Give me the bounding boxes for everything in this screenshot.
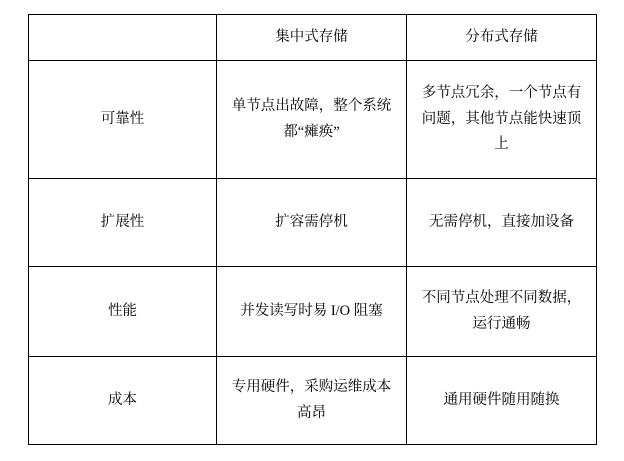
cell-cost-distributed — [407, 357, 597, 445]
table-corner-cell — [29, 15, 217, 61]
storage-comparison-table — [28, 14, 597, 445]
cell-reliability-distributed-text: 多节点冗余，一个节点有问题，其他节点能快速顶上 — [421, 85, 582, 153]
row-label-cost — [29, 357, 217, 445]
cell-reliability-centralized-text: 单节点出故障，整个系统都“瘫痪” — [231, 98, 392, 140]
cell-scalability-centralized — [217, 179, 407, 267]
cell-performance-distributed-text: 不同节点处理不同数据，运行通畅 — [421, 290, 582, 332]
row-label-cost-text: 成本 — [108, 391, 137, 408]
cell-reliability-centralized — [217, 61, 407, 179]
cell-reliability-distributed — [407, 61, 597, 179]
table-header-row — [29, 15, 597, 61]
cell-cost-centralized — [217, 357, 407, 445]
table-row — [29, 179, 597, 267]
cell-scalability-centralized-text: 扩容需停机 — [275, 213, 348, 230]
cell-performance-centralized-text: 并发读写时易 I/O 阻塞 — [240, 302, 383, 319]
row-label-performance-text: 性能 — [108, 302, 137, 319]
cell-scalability-distributed — [407, 179, 597, 267]
cell-scalability-distributed-text: 无需停机，直接加设备 — [429, 213, 574, 230]
column-header-centralized-label: 集中式存储 — [275, 28, 348, 45]
table-row — [29, 61, 597, 179]
cell-performance-centralized — [217, 267, 407, 357]
column-header-centralized — [217, 15, 407, 61]
row-label-scalability — [29, 179, 217, 267]
row-label-performance — [29, 267, 217, 357]
row-label-scalability-text: 扩展性 — [100, 213, 145, 230]
table-row — [29, 267, 597, 357]
row-label-reliability-text: 可靠性 — [100, 110, 145, 127]
column-header-distributed-label: 分布式存储 — [465, 28, 538, 45]
column-header-distributed — [407, 15, 597, 61]
table-row — [29, 357, 597, 445]
row-label-reliability — [29, 61, 217, 179]
cell-cost-centralized-text: 专用硬件，采购运维成本高昂 — [231, 379, 392, 421]
cell-cost-distributed-text: 通用硬件随用随换 — [443, 391, 560, 408]
cell-performance-distributed — [407, 267, 597, 357]
